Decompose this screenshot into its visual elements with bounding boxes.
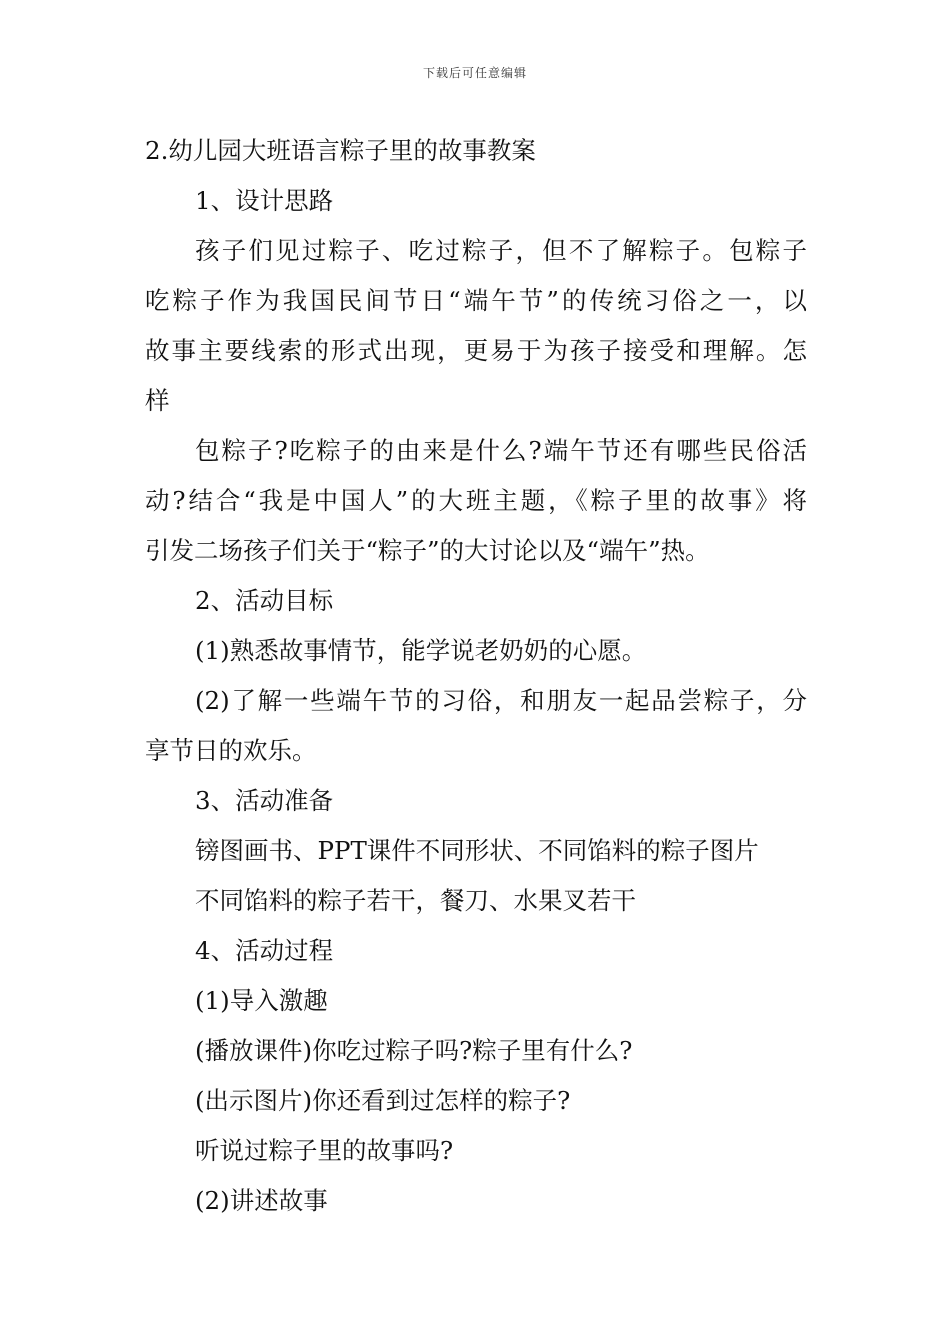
paragraph-line: 吃粽子作为我国民间节日“端午节”的传统习俗之一，以	[145, 286, 807, 315]
paragraph-line: 样	[145, 386, 170, 415]
paragraph-line: 1、设计思路	[195, 186, 334, 215]
paragraph-line: 4、活动过程	[195, 936, 334, 965]
paragraph-line: 故事主要线索的形式出现，更易于为孩子接受和理解。怎	[145, 336, 807, 365]
paragraph-line: 听说过粽子里的故事吗?	[195, 1136, 454, 1165]
paragraph-line: 包粽子?吃粽子的由来是什么?端午节还有哪些民俗活	[195, 436, 807, 465]
paragraph-line: (1)导入激趣	[195, 986, 328, 1015]
paragraph-line: 镑图画书、PPT课件不同形状、不同馅料的粽子图片	[195, 836, 759, 865]
paragraph-line: (2)了解一些端午节的习俗，和朋友一起品尝粽子，分	[195, 686, 807, 715]
paragraph-line: (播放课件)你吃过粽子吗?粽子里有什么?	[195, 1036, 633, 1065]
page-header-note: 下载后可任意编辑	[422, 66, 527, 80]
paragraph-line: 动?结合“我是中国人”的大班主题，《粽子里的故事》将	[145, 486, 807, 515]
paragraph-line: 2、活动目标	[195, 586, 334, 615]
paragraph-line: 3、活动准备	[195, 786, 334, 815]
paragraph-line: (2)讲述故事	[195, 1186, 328, 1215]
paragraph-line: 不同馅料的粽子若干，餐刀、水果叉若干	[195, 886, 636, 915]
paragraph-line: 引发二场孩子们关于“粽子”的大讨论以及“端午”热。	[145, 536, 710, 565]
paragraph-line: 孩子们见过粽子、吃过粽子，但不了解粽子。包粽子	[195, 236, 807, 265]
paragraph-line: (出示图片)你还看到过怎样的粽子?	[195, 1086, 571, 1115]
paragraph-line: 享节日的欢乐。	[145, 736, 317, 765]
paragraph-line: (1)熟悉故事情节，能学说老奶奶的心愿。	[195, 636, 647, 665]
document-body	[145, 126, 807, 1226]
document-title: 2.幼儿园大班语言粽子里的故事教案	[145, 136, 536, 165]
